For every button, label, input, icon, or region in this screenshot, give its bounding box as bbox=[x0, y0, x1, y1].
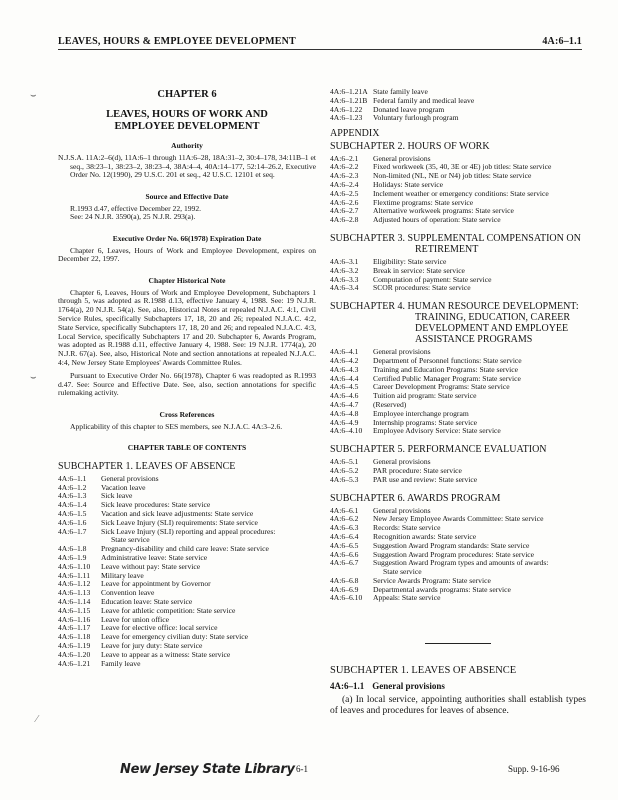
toc-entry bbox=[58, 607, 316, 616]
toc-entry-title: Training and Education Programs: State service bbox=[373, 364, 519, 374]
toc-entry-number: 4A:6–1.8 bbox=[58, 544, 87, 554]
toc-entry bbox=[58, 563, 316, 572]
toc-entry-title-continuation: State service bbox=[111, 535, 150, 545]
toc-entry-title: Pregnancy-disability and child care leave: State service bbox=[101, 544, 269, 554]
margin-mark-icon: ⌣ bbox=[30, 90, 37, 101]
toc-entry-number: 4A:6–4.3 bbox=[330, 364, 359, 374]
toc-entry-number: 4A:6–6.5 bbox=[330, 540, 359, 550]
toc-entry-number: 4A:6–1.15 bbox=[58, 605, 91, 615]
toc-entry-number: 4A:6–5.3 bbox=[330, 474, 359, 484]
toc-entry-number: 4A:6–2.8 bbox=[330, 215, 359, 225]
page-number: 6-1 bbox=[296, 764, 308, 774]
toc-entry-title: Certified Public Manager Program: State service bbox=[373, 373, 521, 383]
toc-entry-title: Military leave bbox=[101, 570, 144, 580]
toc-entry-number: 4A:6–1.14 bbox=[58, 596, 91, 606]
supplement-date: Supp. 9-16-96 bbox=[508, 764, 560, 774]
toc-subchapter-title: SUBCHAPTER 5. PERFORMANCE EVALUATION bbox=[330, 444, 547, 456]
body-section-title: General provisions bbox=[372, 680, 445, 691]
toc-entry-title: Fixed workweek (35, 40, 3E or 4E) job titles: State service bbox=[373, 162, 552, 172]
toc-entry bbox=[330, 559, 586, 577]
history-paragraph: Pursuant to Executive Order No. 66(1978), Chapter 6 was readopted as R.1993 d.47. See: Source and Effective Date. See, also, section annotations for specific rulemaking activity. bbox=[58, 370, 316, 398]
toc-list bbox=[330, 458, 586, 484]
chapter-title: LEAVES, HOURS OF WORK AND EMPLOYEE DEVELOPMENT bbox=[106, 109, 268, 133]
toc-entry-number: 4A:6–6.10 bbox=[330, 593, 363, 603]
toc-entry bbox=[330, 586, 586, 595]
toc-entry-title: General provisions bbox=[101, 473, 159, 483]
body-paragraph: (a) In local service, appointing authorities shall establish types of leaves and procedures for leaves of absence. bbox=[330, 695, 586, 717]
toc-entry-number: 4A:6–6.7 bbox=[330, 558, 359, 568]
toc-entry-title: Suggestion Award Program procedures: State service bbox=[373, 549, 535, 559]
toc-entry-number: 4A:6–1.3 bbox=[58, 491, 87, 501]
toc-entry-number: 4A:6–1.12 bbox=[58, 579, 91, 589]
toc-entry-title: Eligibility: State service bbox=[373, 256, 447, 266]
toc-entry-title: Leave for appointment by Governor bbox=[101, 579, 211, 589]
toc-entry-title: Leave for elective office: local service bbox=[101, 623, 218, 633]
toc-list bbox=[330, 155, 586, 225]
toc-entry-number: 4A:6–4.9 bbox=[330, 417, 359, 427]
toc-entry-title: Administrative leave: State service bbox=[101, 552, 208, 562]
toc-entry-title: General provisions bbox=[373, 347, 431, 357]
toc-entry-number: 4A:6–2.7 bbox=[330, 206, 359, 216]
section-divider bbox=[425, 643, 491, 644]
header-title: LEAVES, HOURS & EMPLOYEE DEVELOPMENT bbox=[58, 36, 296, 47]
toc-entry-title: Holidays: State service bbox=[373, 179, 444, 189]
toc-entry-number: 4A:6–4.2 bbox=[330, 355, 359, 365]
toc-entry-title-wrap bbox=[101, 528, 316, 546]
toc-entry-title: SCOR procedures: State service bbox=[373, 283, 471, 293]
toc-entry-title: Leave without pay: State service bbox=[101, 561, 201, 571]
toc-entry bbox=[330, 392, 586, 401]
toc-entry-number: 4A:6–5.2 bbox=[330, 465, 359, 475]
toc-entry bbox=[330, 172, 586, 181]
toc-entry-number: 4A:6–2.2 bbox=[330, 162, 359, 172]
cross-references-heading: Cross References bbox=[159, 410, 215, 420]
toc-entry-number: 4A:6–6.8 bbox=[330, 575, 359, 585]
toc-entry-title: Employee Advisory Service: State service bbox=[373, 426, 501, 436]
toc-entry-title-wrap bbox=[373, 476, 586, 485]
right-column bbox=[330, 88, 586, 717]
toc-entry-number: 4A:6–6.2 bbox=[330, 514, 359, 524]
toc-entry-number: 4A:6–1.2 bbox=[58, 482, 87, 492]
toc-subchapter-title: SUBCHAPTER 3. SUPPLEMENTAL COMPENSATION ON RETIREMENT bbox=[330, 232, 581, 255]
toc-entry-title: Family leave bbox=[101, 658, 141, 668]
toc-subchapter-title: SUBCHAPTER 6. AWARDS PROGRAM bbox=[330, 492, 501, 504]
toc-entry-title: Leave for jury duty: State service bbox=[101, 640, 203, 650]
toc-entry-number: 4A:6–2.3 bbox=[330, 171, 359, 181]
toc-entry bbox=[330, 594, 586, 603]
toc-entry bbox=[58, 484, 316, 493]
toc-entry-title: Employee interchange program bbox=[373, 408, 469, 418]
toc-entry bbox=[330, 515, 586, 524]
toc-entry-number: 4A:6–3.2 bbox=[330, 265, 359, 275]
toc-entry-number: 4A:6–1.21B bbox=[330, 95, 368, 105]
toc-entry-title: Recognition awards: State service bbox=[373, 531, 477, 541]
toc-entry-title-wrap bbox=[101, 484, 316, 493]
toc-entry bbox=[330, 284, 586, 293]
toc-entry-number: 4A:6–1.19 bbox=[58, 640, 91, 650]
toc-list bbox=[330, 507, 586, 604]
toc-entry-title-wrap bbox=[373, 284, 586, 293]
toc-entry-title-continuation: State service bbox=[383, 567, 422, 577]
toc-list bbox=[330, 258, 586, 293]
toc-entry-number: 4A:6–6.4 bbox=[330, 531, 359, 541]
toc-entry-title: Suggestion Award Program standards: State service bbox=[373, 540, 530, 550]
toc-entry-title: Records: State service bbox=[373, 523, 441, 533]
source-line: See: 24 N.J.R. 3590(a), 25 N.J.R. 293(a). bbox=[70, 212, 196, 222]
header-section: 4A:6–1.1 bbox=[542, 36, 582, 47]
toc-entry-title: Leave for union office bbox=[101, 614, 169, 624]
toc-entry-title: Computation of payment: State service bbox=[373, 274, 492, 284]
toc-entry-title: Leave for emergency civilian duty: State service bbox=[101, 632, 249, 642]
body-subchapter-title: SUBCHAPTER 1. LEAVES OF ABSENCE bbox=[330, 665, 517, 677]
toc-entry-title: Departmental awards programs: State service bbox=[373, 584, 511, 594]
toc-entry bbox=[330, 476, 586, 485]
toc-entry-title: Department of Personnel functions: State service bbox=[373, 355, 522, 365]
toc-entry-number: 4A:6–1.16 bbox=[58, 614, 91, 624]
toc-entry-title: Internship programs: State service bbox=[373, 417, 477, 427]
toc-entry-title: Donated leave program bbox=[373, 104, 445, 114]
toc-entry-number: 4A:6–1.21A bbox=[330, 87, 368, 96]
toc-entry-title-wrap bbox=[373, 427, 586, 436]
toc-entry-title: Adjusted hours of operation: State service bbox=[373, 215, 501, 225]
toc-subchapter-title: SUBCHAPTER 1. LEAVES OF ABSENCE bbox=[58, 460, 236, 472]
cross-references-text: Applicability of this chapter to SES members, see N.J.A.C. 4A:3–2.6. bbox=[70, 421, 283, 431]
margin-mark-icon: ⌣ bbox=[30, 372, 37, 383]
toc-entry-title: Sick Leave Injury (SLI) requirements: State service bbox=[101, 517, 258, 527]
toc-entry-number: 4A:6–6.3 bbox=[330, 523, 359, 533]
toc-entry-number: 4A:6–1.13 bbox=[58, 588, 91, 598]
toc-entry-number: 4A:6–2.6 bbox=[330, 197, 359, 207]
toc-entry-number: 4A:6–1.7 bbox=[58, 526, 87, 536]
toc-entry bbox=[58, 528, 316, 546]
toc-entry-title: (Reserved) bbox=[373, 399, 407, 409]
toc-entry-title: General provisions bbox=[373, 457, 431, 467]
history-paragraph: Chapter 6, Leaves, Hours of Work and Employee Development, Subchapters 1 through 5, was adopted as R.1988 d.13, effective January 4, 1988. See: 19 N.J.R. 1764(a), 20 N.J.R. 54(a). See, also, Historical Notes at repealed N.J.A.C. 4:1, Civil Service Rules, specifically Subchapters 17, 18, 20 and 26; repealed N.J.A.C. 4:2, State Service, specifically Subchapters 17, 18, 20 and 26; and repealed N.J.A.C. 4:3, Local Service, specifically Subchapters 17 and 20. Subchapter 6, Awards Program, was adopted as R.1988 d.11, effective January 4, 1988. See: 19 N.J.R. 1774(a), 20 N.J.R. 67(a). See, also, Historical Note and section annotations at repealed N.J.A.C. 4:4, New Jersey State Employees' Awards Committee Rules. bbox=[58, 287, 316, 367]
expiration-heading: Executive Order No. 66(1978) Expiration Date bbox=[112, 234, 262, 244]
toc-entry bbox=[58, 651, 316, 660]
expiration-text: Chapter 6, Leaves, Hours of Work and Employee Development, expires on December 22, 1997. bbox=[58, 245, 316, 264]
toc-entry-number: 4A:6–6.1 bbox=[330, 505, 359, 515]
toc-entry-title: Sick Leave Injury (SLI) reporting and appeal procedures: bbox=[101, 526, 276, 536]
toc-entry-title: Leave for athletic competition: State service bbox=[101, 605, 236, 615]
toc-entry-number: 4A:6–3.1 bbox=[330, 256, 359, 266]
toc-entry-title: State family leave bbox=[373, 87, 428, 96]
toc-entry-title: Sick leave procedures: State service bbox=[101, 500, 211, 510]
toc-entry-number: 4A:6–6.9 bbox=[330, 584, 359, 594]
toc-entry-number: 4A:6–4.5 bbox=[330, 382, 359, 392]
toc-entry-title-wrap bbox=[373, 114, 586, 123]
toc-entry-title: Alternative workweek programs: State service bbox=[373, 206, 514, 216]
toc-entry-number: 4A:6–1.23 bbox=[330, 113, 363, 123]
toc-entry-title: Break in service: State service bbox=[373, 265, 465, 275]
toc-entry-number: 4A:6–4.10 bbox=[330, 426, 363, 436]
toc-entry-number: 4A:6–1.5 bbox=[58, 508, 87, 518]
toc-entry-title: Career Development Programs: State service bbox=[373, 382, 510, 392]
toc-entry-number: 4A:6–4.7 bbox=[330, 399, 359, 409]
toc-entry-number: 4A:6–2.4 bbox=[330, 179, 359, 189]
toc-entry-title: Tuition aid program: State service bbox=[373, 391, 477, 401]
toc-entry-number: 4A:6–5.1 bbox=[330, 457, 359, 467]
toc-entry-number: 4A:6–1.4 bbox=[58, 500, 87, 510]
toc-entry-title: Convention leave bbox=[101, 588, 155, 598]
toc-entry-title: Service Awards Program: State service bbox=[373, 575, 491, 585]
toc-entry-number: 4A:6–1.20 bbox=[58, 649, 91, 659]
toc-subchapter-title: SUBCHAPTER 2. HOURS OF WORK bbox=[330, 140, 490, 152]
toc-entry-title: General provisions bbox=[373, 153, 431, 163]
toc-entry-title: General provisions bbox=[373, 505, 431, 515]
toc-entry-title: Vacation leave bbox=[101, 482, 146, 492]
toc-entry-number: 4A:6–4.8 bbox=[330, 408, 359, 418]
toc-entry-title: Voluntary furlough program bbox=[373, 113, 459, 123]
toc-entry-title: Federal family and medical leave bbox=[373, 95, 475, 105]
toc-entry-number: 4A:6–4.6 bbox=[330, 391, 359, 401]
toc-entry bbox=[58, 660, 316, 669]
toc-list bbox=[330, 348, 586, 436]
toc-subchapter-title: SUBCHAPTER 4. HUMAN RESOURCE DEVELOPMENT: TRAINING, EDUCATION, CAREER DEVELOPMENT AND EMPLOYEE ASSISTANCE PROGRAMS bbox=[330, 301, 579, 346]
toc-list bbox=[58, 475, 316, 669]
toc-entry-title: Vacation and sick leave adjustments: State service bbox=[101, 508, 254, 518]
body-section-number: 4A:6–1.1 bbox=[330, 680, 365, 691]
chapter-number: CHAPTER 6 bbox=[157, 89, 217, 100]
toc-entry-number: 4A:6–4.1 bbox=[330, 347, 359, 357]
toc-entry-title: Suggestion Award Program types and amounts of awards: bbox=[373, 558, 549, 568]
history-heading: Chapter Historical Note bbox=[148, 276, 226, 286]
toc-entry-number: 4A:6–1.6 bbox=[58, 517, 87, 527]
toc-entry-title: New Jersey Employee Awards Committee: State service bbox=[373, 514, 544, 524]
toc-entry-number: 4A:6–3.3 bbox=[330, 274, 359, 284]
toc-list bbox=[330, 88, 586, 123]
toc-entry-number: 4A:6–1.11 bbox=[58, 570, 90, 580]
toc-heading: CHAPTER TABLE OF CONTENTS bbox=[127, 443, 247, 453]
body-section-heading bbox=[330, 682, 586, 691]
toc-entry-number: 4A:6–1.21 bbox=[58, 658, 91, 668]
margin-mark-icon: ⁄ bbox=[36, 714, 38, 725]
toc-entry-number: 4A:6–2.5 bbox=[330, 188, 359, 198]
toc-entry-number: 4A:6–2.1 bbox=[330, 153, 359, 163]
toc-entry-title: Leave to appear as a witness: State service bbox=[101, 649, 231, 659]
toc-entry-number: 4A:6–4.4 bbox=[330, 373, 359, 383]
source-line: R.1993 d.47, effective December 22, 1992. bbox=[70, 203, 202, 213]
toc-entry bbox=[330, 216, 586, 225]
toc-entry-title: Education leave: State service bbox=[101, 596, 193, 606]
authority-text: N.J.S.A. 11A:2–6(d), 11A:6–1 through 11A:6–28, 18A:31–2, 30:4–178, 34:11B–1 et seq., 38:23–1, 38:23–2, 38:23–4, 38A:4–4, 40A:14–177, 52:14–26.2, Executive Order No. 12(1990), 29 U.S.C. 201 et seq., 42 U.S.C. 12101 et seq. bbox=[58, 152, 316, 180]
toc-entry-title: Inclement weather or emergency conditions: State service bbox=[373, 188, 549, 198]
toc-entry-number: 4A:6–1.1 bbox=[58, 473, 87, 483]
toc-entry-title-wrap bbox=[101, 660, 316, 669]
toc-entry-number: 4A:6–3.4 bbox=[330, 283, 359, 293]
page-footer bbox=[0, 760, 618, 780]
toc-entry-number: 4A:6–1.10 bbox=[58, 561, 91, 571]
source-heading: Source and Effective Date bbox=[145, 192, 229, 202]
toc-entry-number: 4A:6–1.22 bbox=[330, 104, 363, 114]
toc-entry-title: Non-limited (NL, NE or N4) job titles: State service bbox=[373, 171, 532, 181]
toc-entry-title: PAR procedure: State service bbox=[373, 465, 462, 475]
toc-entry-number: 4A:6–6.6 bbox=[330, 549, 359, 559]
toc-entry-number: 4A:6–1.9 bbox=[58, 552, 87, 562]
toc-entry bbox=[330, 97, 586, 106]
toc-entry bbox=[330, 427, 586, 436]
toc-entry bbox=[58, 475, 316, 484]
toc-entry-number: 4A:6–1.17 bbox=[58, 623, 91, 633]
toc-entry-title: Flextime programs: State service bbox=[373, 197, 474, 207]
toc-entry-title-wrap bbox=[373, 216, 586, 225]
toc-entry-title: Sick leave bbox=[101, 491, 133, 501]
toc-entry-title: PAR use and review: State service bbox=[373, 474, 478, 484]
running-header bbox=[58, 36, 582, 50]
authority-heading: Authority bbox=[171, 141, 203, 151]
toc-entry bbox=[330, 114, 586, 123]
toc-entry-title-wrap bbox=[373, 594, 586, 603]
toc-entry-title: Appeals: State service bbox=[373, 593, 441, 603]
library-stamp: New Jersey State Library bbox=[120, 762, 295, 777]
toc-entry-number: 4A:6–1.18 bbox=[58, 632, 91, 642]
toc-appendix: APPENDIX bbox=[330, 128, 380, 140]
left-column bbox=[58, 88, 316, 668]
toc-entry bbox=[58, 580, 316, 589]
toc-entry-title-wrap bbox=[373, 559, 586, 577]
